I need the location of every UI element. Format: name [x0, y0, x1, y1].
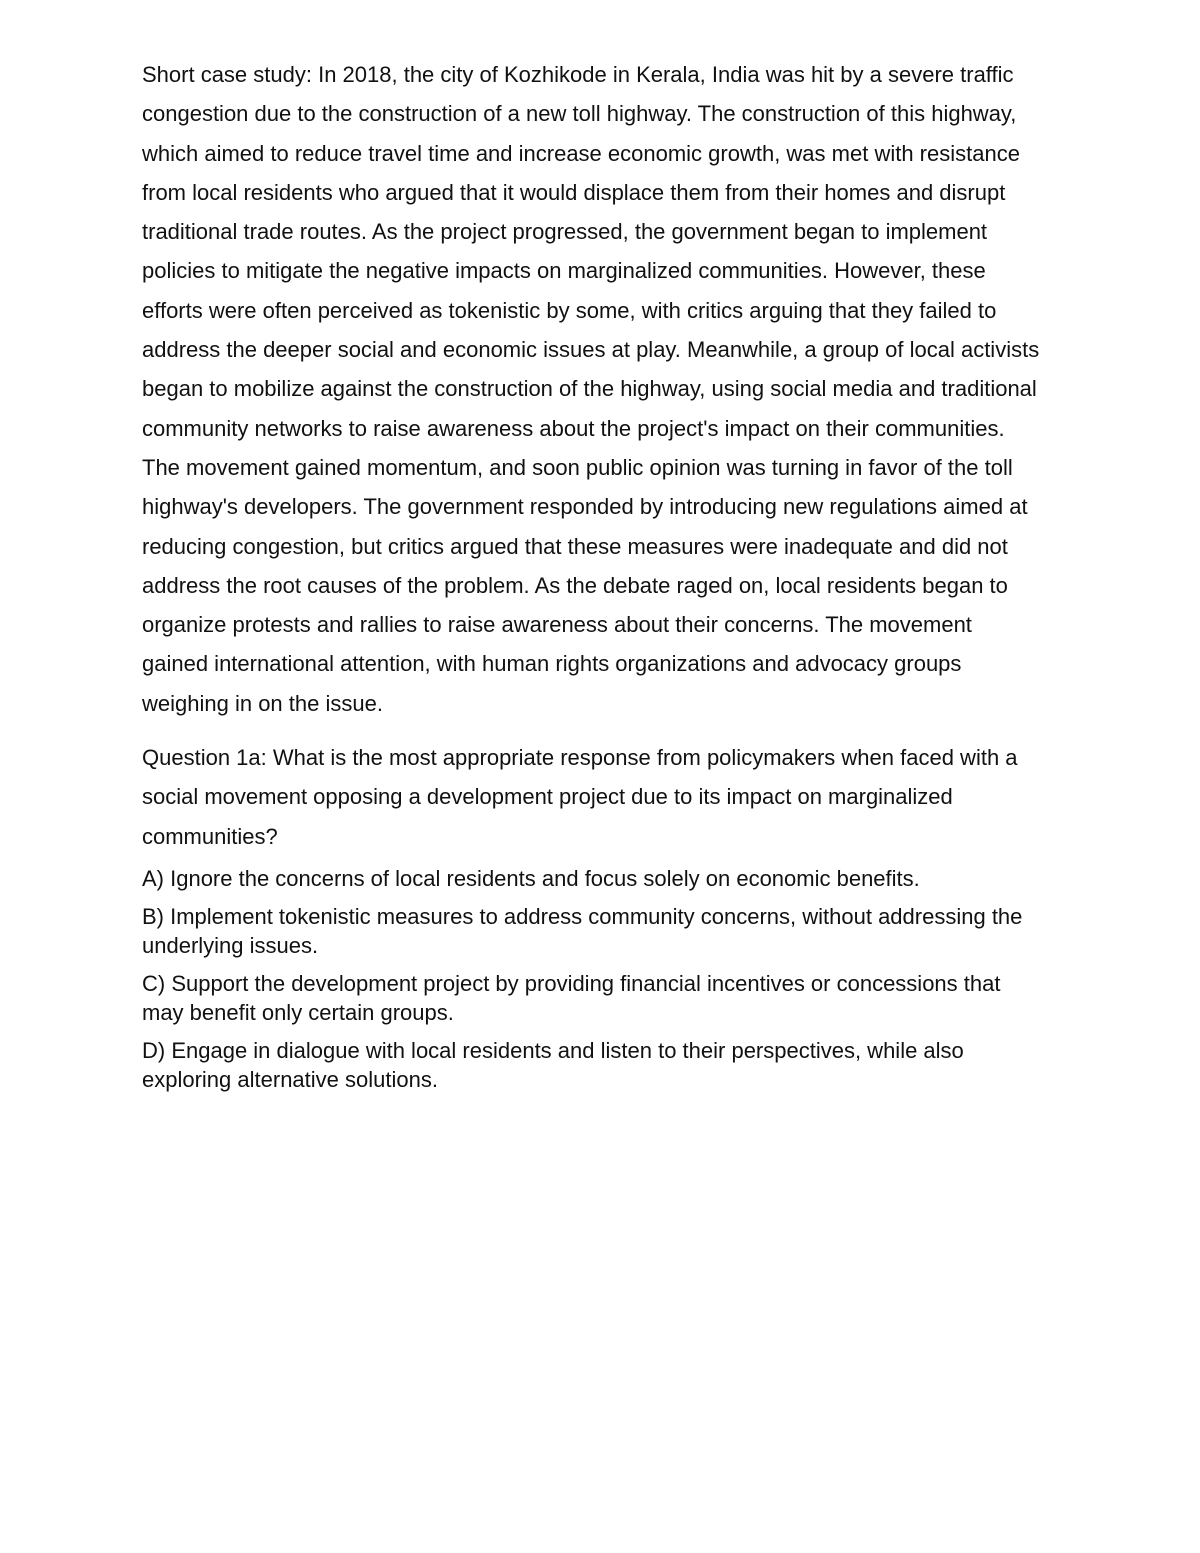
option-a: A) Ignore the concerns of local residents and focus solely on economic benefits. [142, 865, 920, 891]
option-c: C) Support the development project by providing financial incentives or concessions that may benefit only certain groups. [142, 970, 1001, 1025]
case-study-paragraph: Short case study: In 2018, the city of Kozhikode in Kerala, India was hit by a severe traffic congestion due to the construction of a new toll highway. The construction of this highway, which aimed to reduce travel time and increase economic growth, was met with resistance from local residents who argued that it would displace them from their homes and disrupt traditional trade routes. As the project progressed, the government began to implement policies to mitigate the negative impacts on marginalized communities. However, these efforts were often perceived as tokenistic by some, with critics arguing that they failed to address the deeper social and economic issues at play. Meanwhile, a group of local activists began to mobilize against the construction of the highway, using social media and traditional community networks to raise awareness about the project's impact on their communities. The movement gained momentum, and soon public opinion was turning in favor of the toll highway's developers. The government responded by introducing new regulations aimed at reducing congestion, but critics argued that these measures were inadequate and did not address the root causes of the problem. As the debate raged on, local residents began to organize protests and rallies to raise awareness about their concerns. The movement gained international attention, with human rights organizations and advocacy groups weighing in on the issue. [142, 62, 1040, 716]
option-d: D) Engage in dialogue with local residents and listen to their perspectives, while also exploring alternative solutions. [142, 1037, 964, 1092]
answer-options [142, 864, 1042, 1094]
option-b: B) Implement tokenistic measures to address community concerns, without addressing the underlying issues. [142, 903, 1023, 958]
question-1a: Question 1a: What is the most appropriate response from policymakers when faced with a social movement opposing a development project due to its impact on marginalized communities? [142, 745, 1018, 849]
document-page [142, 55, 1042, 1103]
